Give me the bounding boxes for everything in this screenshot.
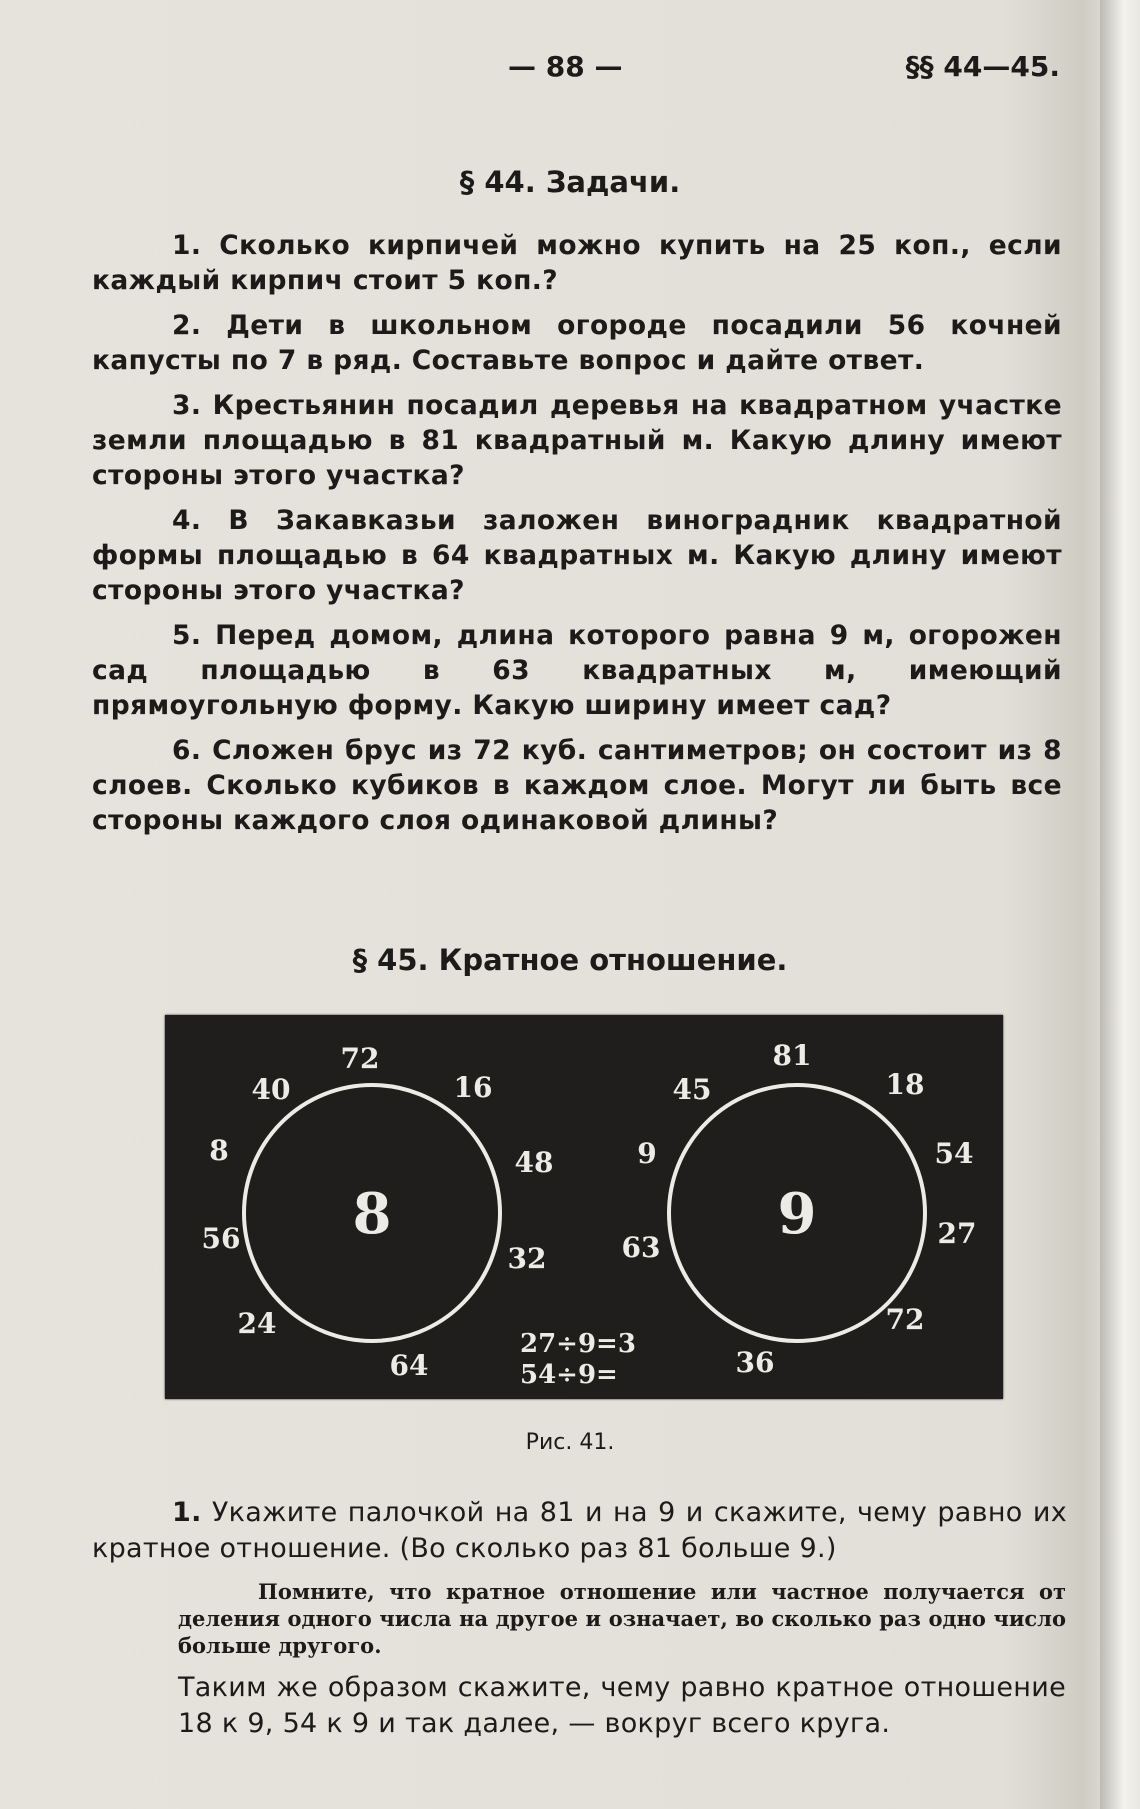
problem-1 (92, 228, 1062, 298)
right-outer-number: 45 (672, 1073, 712, 1106)
note-paragraph: Помните, что кратное отношение или частное получается от деления одного числа на другое и означает, во сколько раз одно число больше другого. (178, 1579, 1066, 1658)
problem-4 (92, 503, 1062, 608)
right-outer-number: 54 (934, 1137, 974, 1170)
figure-drawing (165, 1015, 1003, 1399)
section-45-title: § 45. Кратное отношение. (352, 943, 788, 977)
problem-6 (92, 733, 1062, 838)
left-outer-number: 72 (340, 1042, 380, 1075)
problem-text: Крестьянин посадил деревья на квадратном участке земли площадью в 81 квадратный м. Какую длину имеют стороны этого участка? (92, 390, 1062, 491)
left-outer-number: 48 (514, 1146, 554, 1179)
problem-number: 3. (172, 390, 202, 421)
problem-number: 5. (172, 620, 202, 651)
problem-number: 2. (172, 310, 202, 341)
right-outer-number: 63 (621, 1231, 661, 1264)
left-outer-number: 16 (453, 1071, 493, 1104)
left-outer-number: 8 (209, 1134, 229, 1167)
problem-5 (92, 618, 1062, 723)
question-text: Укажите палочкой на 81 и на 9 и скажите, чему равно их кратное отношение. (Во сколько раз 81 больше 9.) (92, 1497, 1067, 1564)
problem-text: Перед домом, длина которого равна 9 м, огорожен сад площадью в 63 квадратных м, имеющий прямоугольную форму. Какую ширину имеет сад? (92, 620, 1062, 721)
problem-text: Сложен брус из 72 куб. сантиметров; он состоит из 8 слоев. Сколько кубиков в каждом слое. Могут ли быть все стороны каждого слоя одинаковой длины? (92, 735, 1062, 836)
right-outer-number: 18 (885, 1068, 925, 1101)
question-1 (92, 1495, 1067, 1567)
problem-text: В Закавказьи заложен виноградник квадратной формы площадью в 64 квадратных м. Какую длину имеют стороны этого участка? (92, 505, 1062, 606)
problem-number: 6. (172, 735, 202, 766)
figure-equation: 54÷9= (520, 1360, 618, 1390)
left-outer-number: 24 (237, 1307, 277, 1340)
left-center-number: 8 (352, 1181, 392, 1247)
right-outer-number: 81 (772, 1039, 812, 1072)
closing-paragraph: Таким же образом скажите, чему равно кратное отношение 18 к 9, 54 к 9 и так далее, — вокруг всего круга. (178, 1672, 1066, 1739)
question-number: 1. (172, 1497, 202, 1528)
problem-text: Сколько кирпичей можно купить на 25 коп., если каждый кирпич стоит 5 коп.? (92, 230, 1062, 296)
page-number: — 88 — (508, 50, 623, 83)
problem-2 (92, 308, 1062, 378)
figure-equation: 27÷9=3 (520, 1329, 636, 1359)
right-outer-number: 27 (937, 1217, 977, 1250)
section-reference: §§ 44—45. (905, 50, 1060, 83)
right-outer-number: 9 (637, 1137, 657, 1170)
book-spine-shadow (1100, 0, 1140, 1809)
problem-3 (92, 388, 1062, 493)
problem-number: 1. (172, 230, 202, 261)
right-center-number: 9 (777, 1181, 817, 1247)
multiplication-circles-figure (165, 1015, 1003, 1399)
left-outer-number: 64 (389, 1349, 429, 1382)
figure-caption: Рис. 41. (525, 1430, 615, 1455)
right-outer-number: 36 (735, 1346, 775, 1379)
left-outer-number: 56 (201, 1222, 241, 1255)
problem-list (92, 228, 1062, 848)
left-outer-number: 40 (251, 1073, 291, 1106)
page-header (0, 50, 1140, 90)
problem-text: Дети в школьном огороде посадили 56 кочней капусты по 7 в ряд. Составьте вопрос и дайте ответ. (92, 310, 1062, 376)
problem-number: 4. (172, 505, 202, 536)
right-outer-number: 72 (885, 1303, 925, 1336)
section-44-title: § 44. Задачи. (459, 165, 681, 199)
left-outer-number: 32 (507, 1242, 547, 1275)
